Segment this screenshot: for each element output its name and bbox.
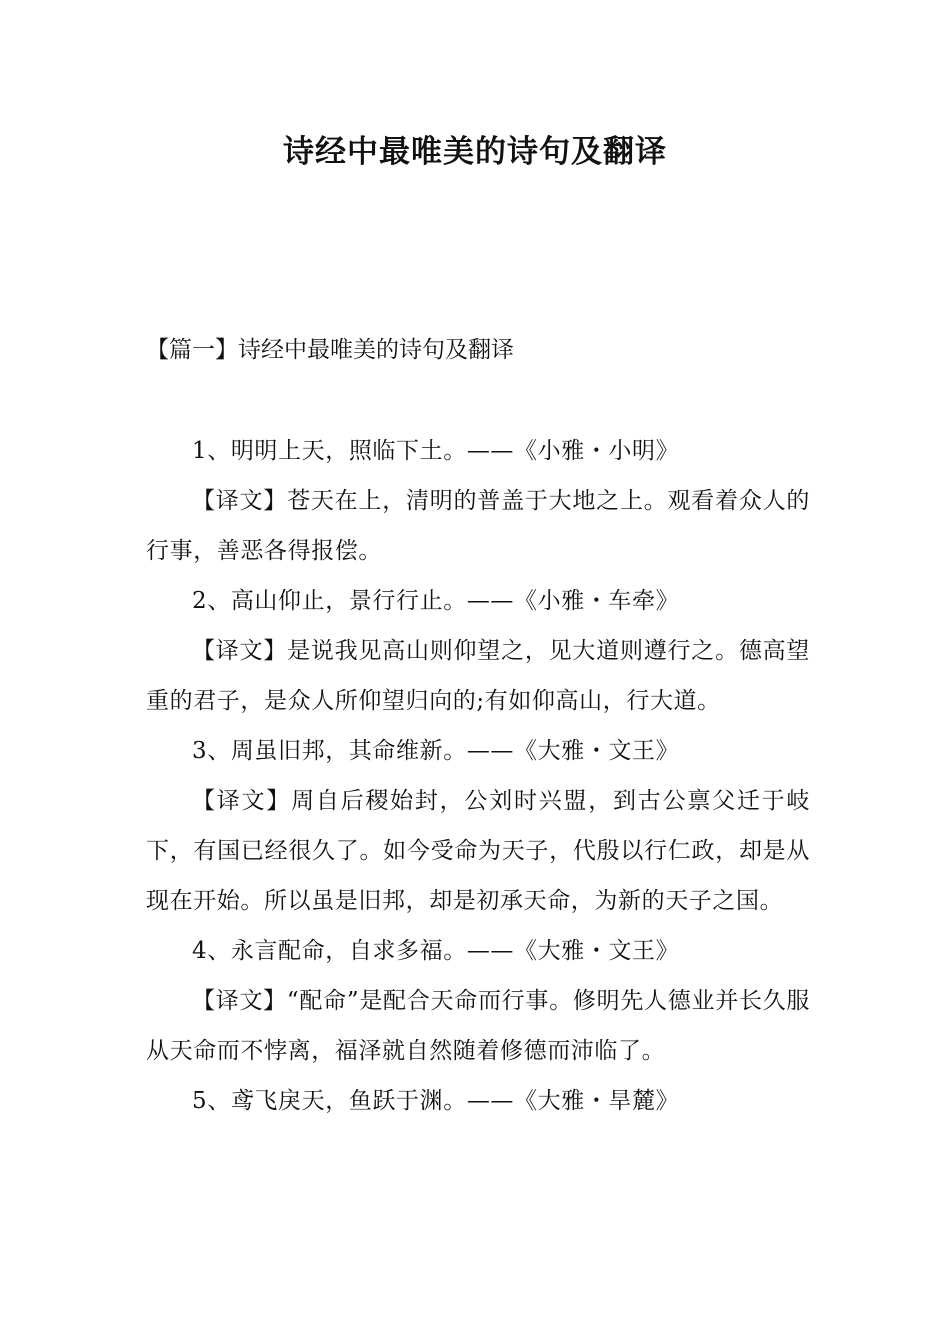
translation-2: 【译文】是说我见高山则仰望之，见大道则遵行之。德高望重的君子，是众人所仰望归向的;有如仰高山，行大道。 xyxy=(146,638,810,714)
translation-3: 【译文】周自后稷始封，公刘时兴盟，到古公禀父迁于岐下，有国已经很久了。如今受命为天子，代殷以行仁政，却是从现在开始。所以虽是旧邦，却是初承天命，为新的天子之国。 xyxy=(146,788,810,914)
verse-5: 5、鸢飞戾天，鱼跃于渊。——《大雅・旱麓》 xyxy=(192,1088,680,1114)
translation-1: 【译文】苍天在上，清明的普盖于大地之上。观看着众人的行事，善恶各得报偿。 xyxy=(146,488,810,564)
document-title: 诗经中最唯美的诗句及翻译 xyxy=(283,134,667,170)
verse-4: 4、永言配命，自求多福。——《大雅・文王》 xyxy=(192,938,680,964)
section-heading: 【篇一】诗经中最唯美的诗句及翻译 xyxy=(146,337,514,363)
verse-1: 1、明明上天，照临下土。——《小雅・小明》 xyxy=(192,438,680,464)
document-body xyxy=(146,426,810,1126)
verse-2: 2、高山仰止，景行行止。——《小雅・车牵》 xyxy=(192,588,680,614)
verse-3: 3、周虽旧邦，其命维新。——《大雅・文王》 xyxy=(192,738,680,764)
translation-4: 【译文】“配命”是配合天命而行事。修明先人德业并长久服从天命而不悖离，福泽就自然随着修德而沛临了。 xyxy=(146,988,810,1064)
